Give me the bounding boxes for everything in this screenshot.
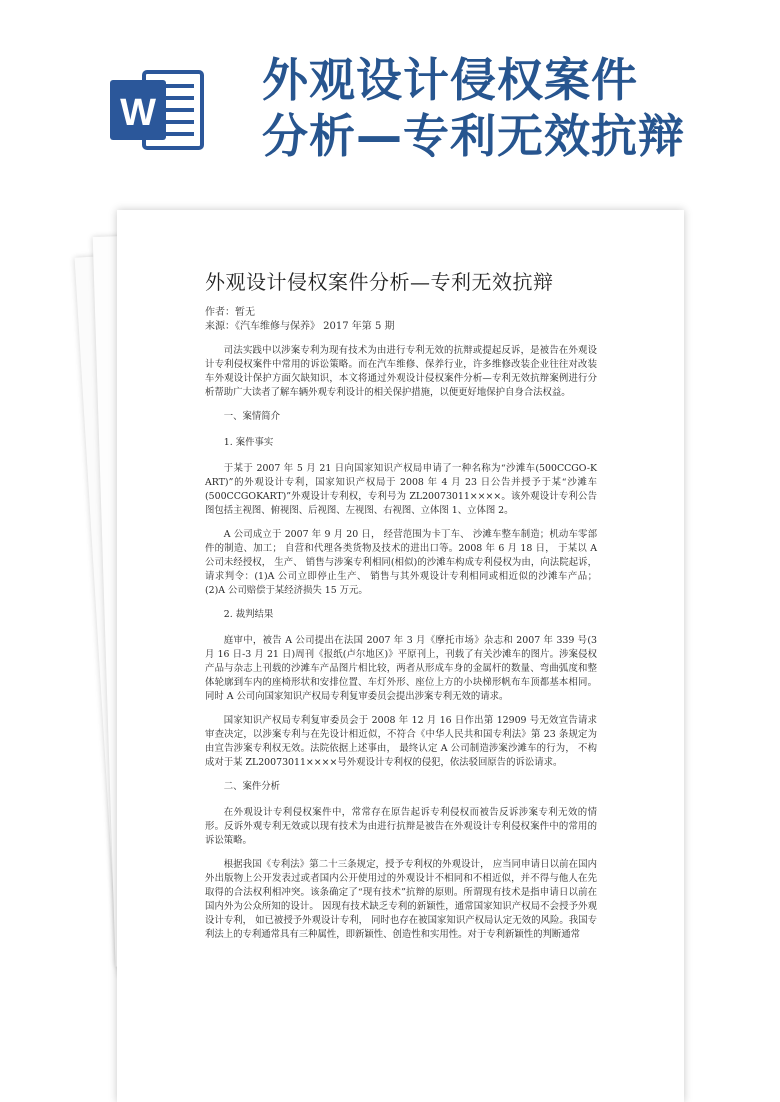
section-heading: 一、案情简介 bbox=[223, 411, 281, 422]
paragraph: 司法实践中以涉案专利为现有技术为由进行专利无效的抗辩或提起反诉，是被告在外观设计专利侵权案件中常用的诉讼策略。而在汽车维修、保养行业，许多维修改装企业往往对改装车外观设计保护方面欠缺知识，本文将通过外观设计侵权案件分析—专利无效抗辩案例进行分析帮助广大读者了解车辆外观专利设计的相关保护措施，以便更好地保护自身合法权益。 bbox=[205, 345, 597, 398]
subsection-heading: 1. 案件事实 bbox=[223, 437, 274, 448]
source-line: 来源：《汽车维修与保养》 2017 年第 5 期 bbox=[205, 321, 395, 332]
banner bbox=[0, 0, 780, 205]
document-title: 外观设计侵权案件分析—专利无效抗辩 bbox=[205, 270, 554, 294]
section-heading: 二、案件分析 bbox=[223, 781, 281, 792]
paragraph: 于某于 2007 年 5 月 21 日向国家知识产权局申请了一种名称为“沙滩车(500CCGO-K ART)”的外观设计专利，国家知识产权局于 2008 年 4 月 23 日公告并授予于某“沙滩车(500CCGOKART)”外观设计专利权，专利号为 ZL20073011××××。该外观设计专利公告图包括主视图、俯视图、后视图、左视图、右视图、立体图 1、立体图 2。 bbox=[205, 463, 597, 516]
paragraph: 在外观设计专利侵权案件中，常常存在原告起诉专利侵权而被告反诉涉案专利无效的情形。反诉外观专利无效或以现有技术为由进行抗辩是被告在外观设计专利侵权案件中的常用的诉讼策略。 bbox=[205, 807, 597, 846]
subsection-heading: 2. 裁判结果 bbox=[223, 609, 274, 620]
paragraph: 根据我国《专利法》第二十三条规定，授予专利权的外观设计， 应当同申请日以前在国内外出版物上公开发表过或者国内公开使用过的外观设计不相同和不相近似，并不得与他人在先取得的合法权利相冲突。该条确定了“现有技术”抗辩的原则。所谓现有技术是指申请日以前在国内外为公众所知的设计。 因现有技术缺乏专利的新颖性，通常国家知识产权局不会授予外观设计专利， 如已被授予外观设计专利， 同时也存在被国家知识产权局认定无效的风险。我国专利法上的专利通常具有三种属性，即新颖性、创造性和实用性。对于专利新颖性的判断通常 bbox=[205, 859, 597, 940]
banner-title: 外观设计侵权案件 分析—专利无效抗辩 bbox=[262, 53, 685, 163]
paragraph: 国家知识产权局专利复审委员会于 2008 年 12 月 16 日作出第 12909 号无效宣告请求审查决定，以涉案专利与在先设计相近似，不符合《中华人民共和国专利法》第 23 条规定为由宣告涉案专利权无效。法院依据上述事由， 最终认定 A 公司制造涉案沙滩车的行为， 不构成对于某 ZL20073011××××号外观设计专利权的侵犯，依法驳回原告的诉讼请求。 bbox=[205, 715, 597, 768]
word-document-icon bbox=[108, 66, 208, 154]
word-icon-letter: W bbox=[120, 92, 156, 134]
document-body bbox=[205, 344, 597, 952]
paragraph: 庭审中，被告 A 公司提出在法国 2007 年 3 月《摩托市场》杂志和 2007 年 339 号(3 月 16 日-3 月 21 日)周刊《报纸(卢尔地区)》平原刊上，刊载了有关沙滩车的图片。涉案侵权产品与杂志上刊载的沙滩车产品图片相比较，两者从形成车身的金属杆的数量、弯曲弧度和整体轮廓到车内的座椅形状和安排位置、车灯外形、座位上方的小块梯形帆布车顶都基本相同。同时 A 公司向国家知识产权局专利复审委员会提出涉案专利无效的请求。 bbox=[205, 635, 597, 702]
author-line: 作者：暂无 bbox=[205, 307, 255, 318]
paragraph: A 公司成立于 2007 年 9 月 20 日， 经营范围为卡丁车、 沙滩车整车制造；机动车零部件的制造、加工； 自营和代理各类货物及技术的进出口等。2008 年 6 月 18 日， 于某以 A 公司未经授权， 生产、 销售与涉案专利相同(相似)的沙滩车构成专利侵权为由，向法院起诉，请求判令：(1)A 公司立即停止生产、 销售与其外观设计专利相同或相近似的沙滩车产品； (2)A 公司赔偿于某经济损失 15 万元。 bbox=[205, 529, 597, 596]
document-page bbox=[117, 210, 684, 1102]
